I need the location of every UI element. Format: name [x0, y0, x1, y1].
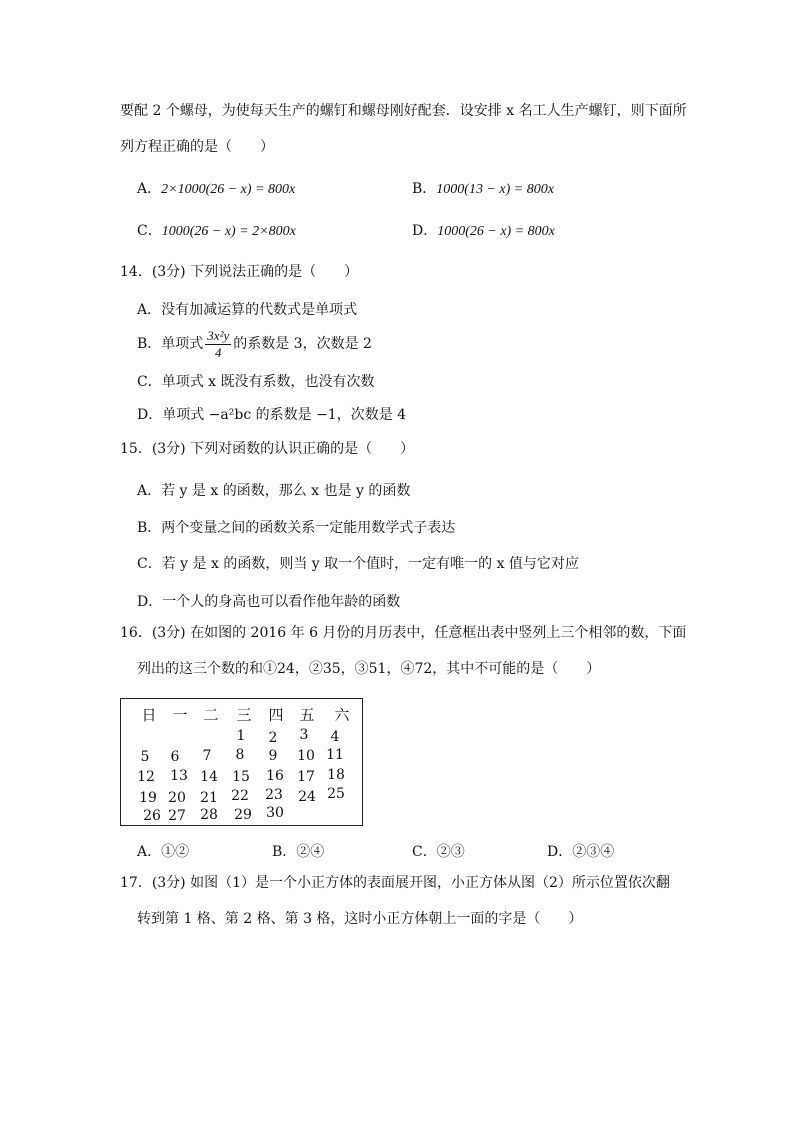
calendar-day: 19 [139, 790, 157, 806]
calendar-day: 26 [143, 808, 161, 824]
calendar-day: 5 [140, 749, 150, 765]
option-label: C． [137, 223, 162, 239]
option-label: A． [137, 181, 162, 197]
calendar-day: 7 [202, 748, 212, 764]
calendar-day: 22 [231, 788, 249, 804]
calendar-day: 24 [298, 789, 316, 805]
fraction [205, 328, 231, 361]
option-expr: 2×1000(26 − x) = 800x [161, 182, 296, 197]
calendar-day: 21 [200, 790, 218, 806]
q15-option-c: C．若 y 是 x 的函数，则当 y 取一个值时，一定有唯一的 x 值与它对应 [137, 556, 579, 572]
calendar-day: 14 [200, 769, 218, 785]
q14-stem: 14．(3分) 下列说法正确的是（ ） [120, 264, 359, 280]
calendar-header: 一 [172, 706, 188, 724]
q13-option-d [412, 221, 555, 242]
calendar-day: 13 [170, 768, 188, 784]
q13-option-c [137, 221, 296, 242]
q15-option-b: B．两个变量之间的函数关系一定能用数学式子表达 [137, 520, 456, 536]
calendar-header: 二 [203, 706, 219, 724]
q14-option-d: D．单项式 −a²bc 的系数是 −1，次数是 4 [137, 407, 407, 423]
option-expr: 1000(26 − x) = 800x [437, 224, 555, 239]
calendar-day: 1 [236, 728, 246, 744]
calendar-day: 9 [268, 748, 278, 764]
option-expr: 1000(13 − x) = 800x [436, 182, 554, 197]
calendar-day: 12 [137, 769, 155, 785]
calendar-day: 20 [168, 790, 186, 806]
calendar-header: 日 [141, 706, 157, 724]
q13-option-a [137, 179, 295, 200]
option-b-suffix: 的系数是 3，次数是 2 [233, 336, 372, 352]
calendar-day: 2 [268, 730, 278, 746]
q15-option-a: A．若 y 是 x 的函数，那么 x 也是 y 的函数 [137, 483, 411, 499]
fraction-numerator: 3x²y [207, 327, 230, 343]
fraction-denominator: 4 [215, 344, 222, 360]
calendar-day: 23 [265, 787, 283, 803]
q15-stem: 15．(3分) 下列对函数的认识正确的是（ ） [120, 441, 415, 457]
q16-line2: 列出的这三个数的和①24，②35，③51，④72，其中不可能的是（ ） [137, 661, 601, 677]
q16-option-b: B．②④ [272, 844, 325, 860]
q13-line1: 要配 2 个螺母，为使每天生产的螺钉和螺母刚好配套．设安排 x 名工人生产螺钉，则下面所 [120, 103, 687, 119]
q13-line2: 列方程正确的是（ ） [120, 139, 274, 155]
calendar-day: 16 [266, 768, 284, 784]
option-label: D． [412, 223, 438, 239]
calendar-table [120, 698, 363, 826]
q14-option-a: A．没有加减运算的代数式是单项式 [137, 302, 358, 318]
calendar-day: 15 [232, 769, 250, 785]
calendar-header: 四 [268, 706, 284, 724]
q15-option-d: D．一个人的身高也可以看作他年龄的函数 [137, 594, 401, 610]
q16-option-c: C．②③ [412, 844, 465, 860]
calendar-day: 29 [234, 807, 252, 823]
calendar-day: 10 [297, 748, 315, 764]
q16-line1: 16．(3分) 在如图的 2016 年 6 月份的月历表中，任意框出表中竖列上三个相邻的数，下面 [120, 625, 687, 641]
calendar-header: 六 [334, 706, 350, 724]
calendar-day: 18 [327, 767, 345, 783]
calendar-day: 8 [235, 747, 245, 763]
calendar-day: 4 [330, 729, 340, 745]
option-label: B． [412, 181, 437, 197]
calendar-day: 11 [326, 747, 344, 763]
q16-option-d: D．②③④ [547, 844, 615, 860]
calendar-day: 6 [170, 749, 180, 765]
calendar-day: 27 [168, 808, 186, 824]
q14-option-b [137, 326, 372, 362]
calendar-day: 30 [266, 805, 284, 821]
calendar-header: 三 [236, 706, 252, 724]
calendar-day: 3 [299, 727, 309, 743]
q17-line2: 转到第 1 格、第 2 格、第 3 格，这时小正方体朝上一面的字是（ ） [137, 911, 583, 927]
q14-option-c: C．单项式 x 既没有系数，也没有次数 [137, 374, 375, 390]
option-expr: 1000(26 − x) = 2×800x [161, 224, 296, 239]
option-b-prefix: B．单项式 [137, 336, 204, 352]
q17-line1: 17．(3分) 如图（1）是一个小正方体的表面展开图，小正方体从图（2）所示位置依次翻 [120, 875, 670, 891]
calendar-day: 28 [200, 807, 218, 823]
q13-option-b [412, 179, 554, 200]
calendar-day: 17 [297, 769, 315, 785]
calendar-header: 五 [299, 706, 315, 724]
q16-option-a: A．①② [137, 844, 190, 860]
calendar-day: 25 [327, 786, 345, 802]
